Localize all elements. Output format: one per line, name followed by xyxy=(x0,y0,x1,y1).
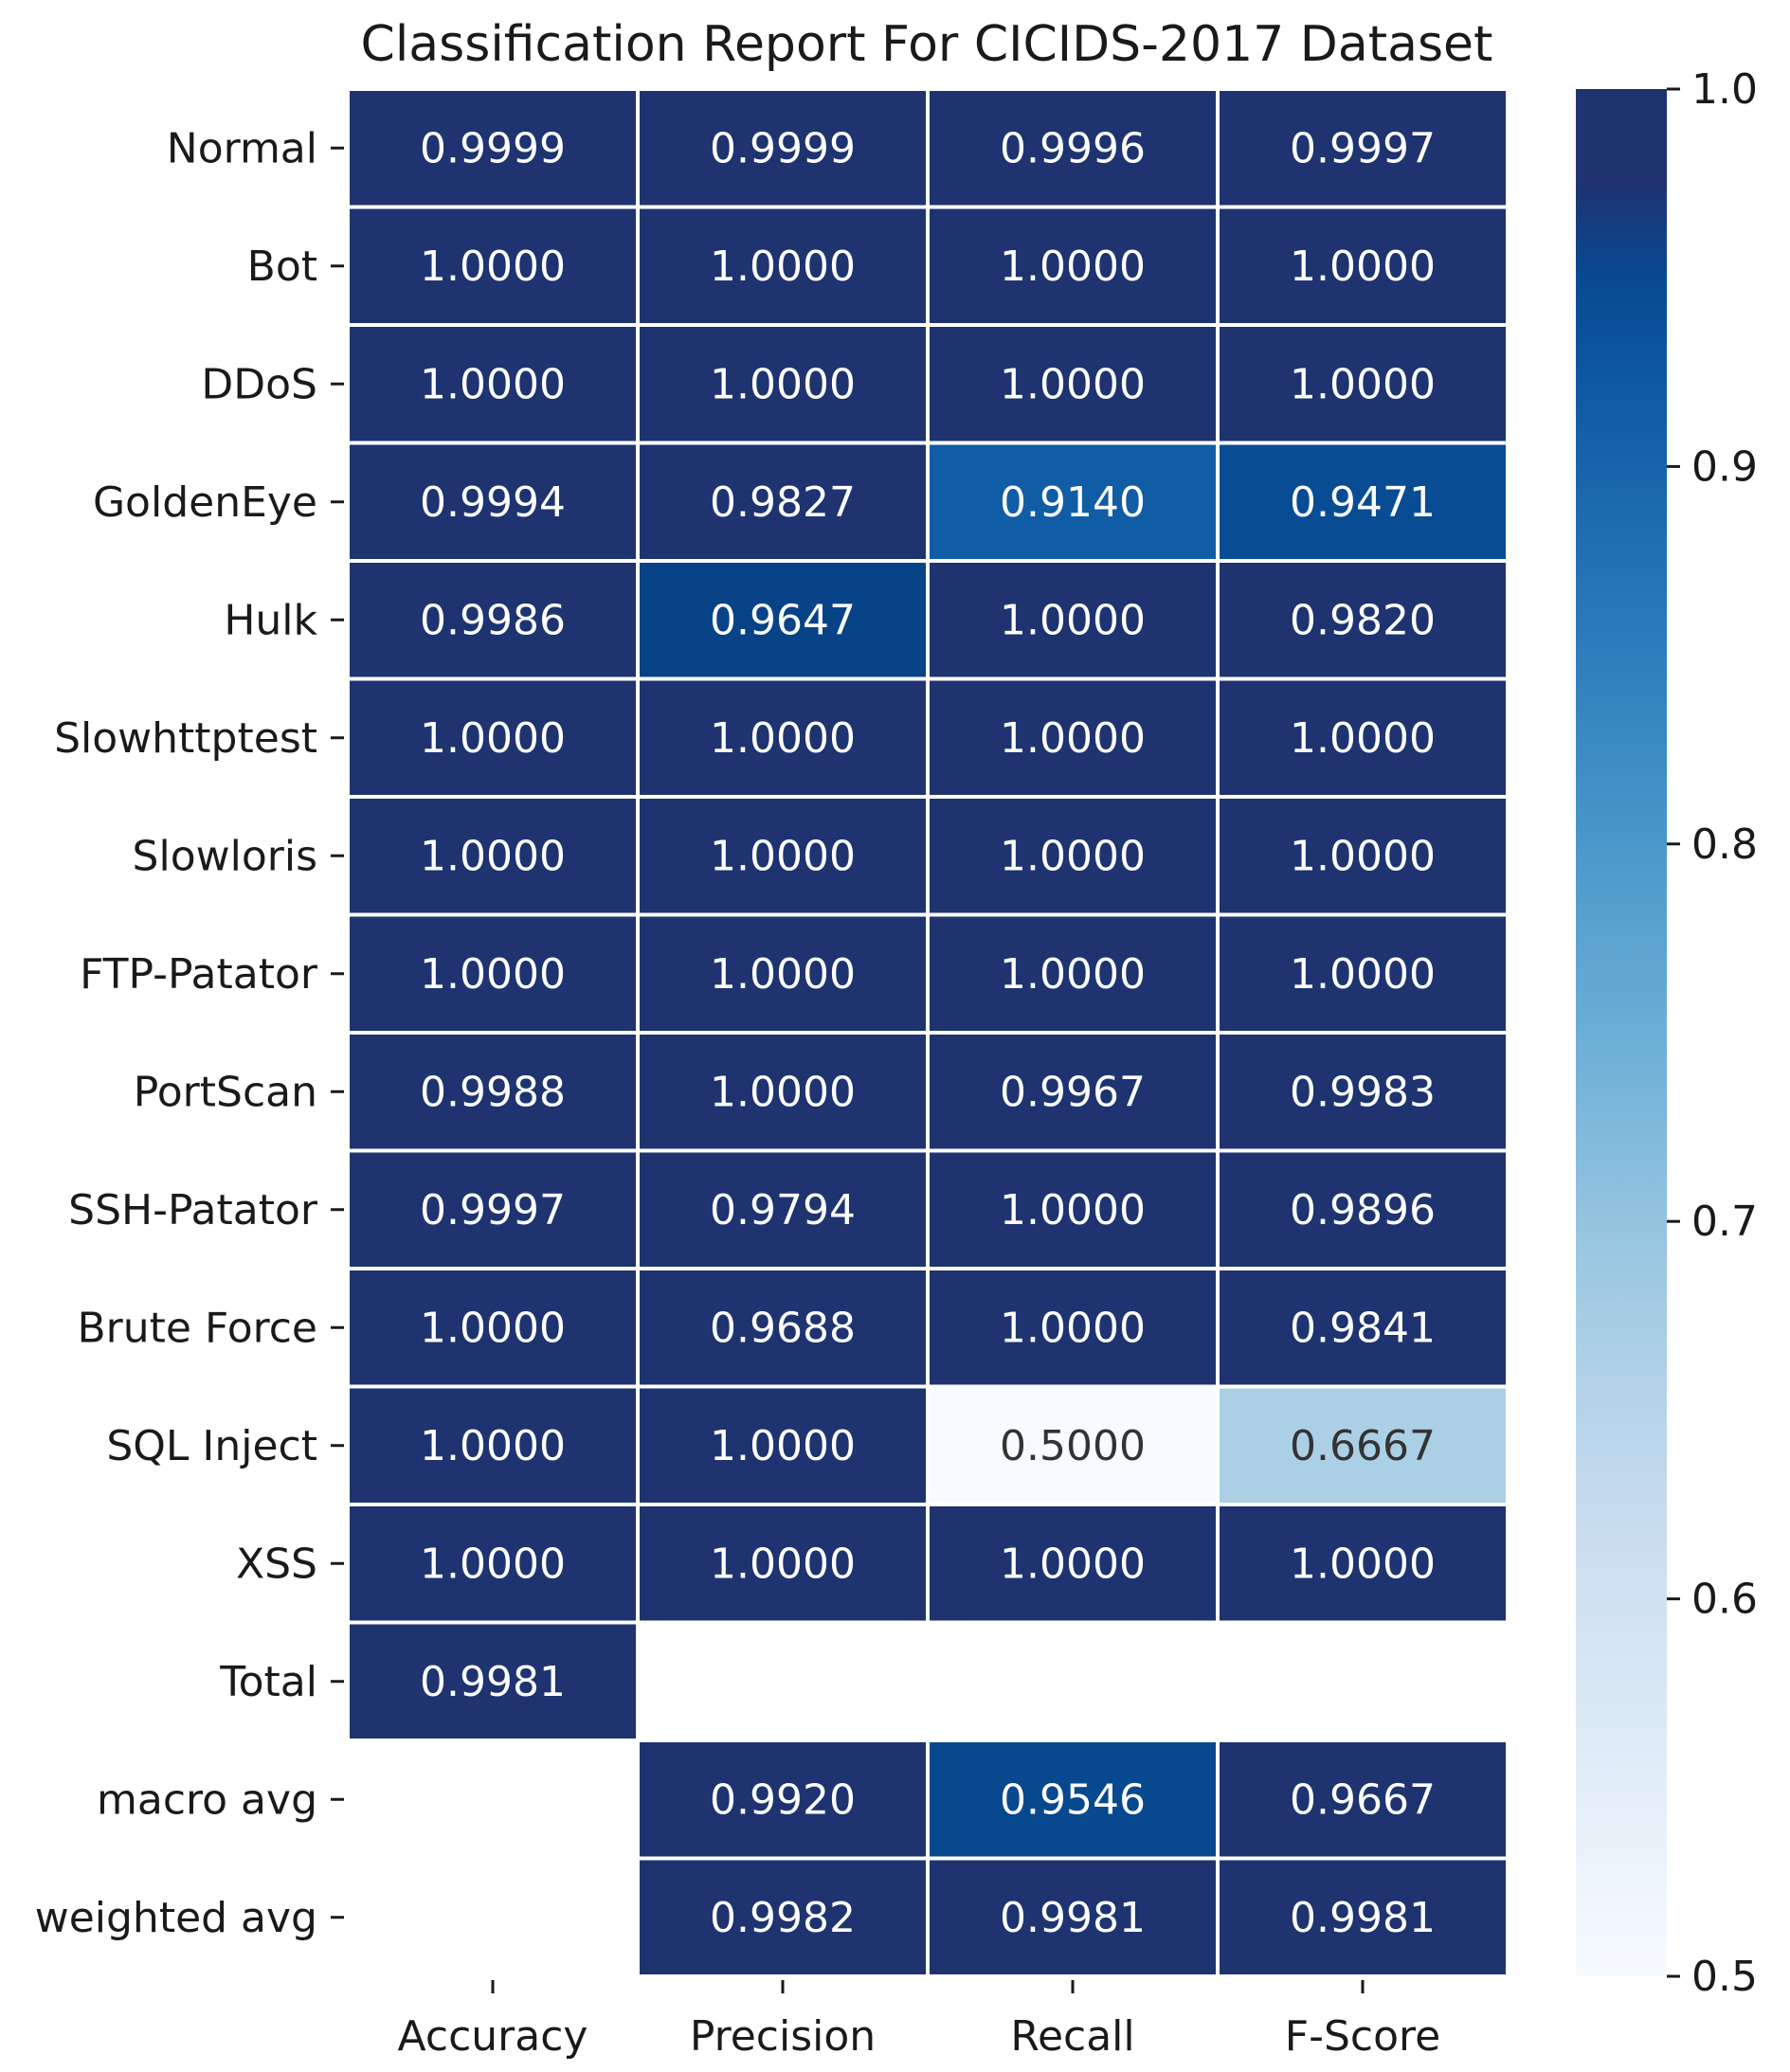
cell-value-slowhttptest-precision: 1.0000 xyxy=(710,713,856,763)
cell-value-ftp-patator-recall: 1.0000 xyxy=(1000,949,1146,999)
cell-value-sql-inject-accuracy: 1.0000 xyxy=(420,1421,566,1470)
cell-value-ssh-patator-recall: 1.0000 xyxy=(1000,1185,1146,1234)
column-labels xyxy=(398,1980,1441,2061)
cell-value-hulk-f-score: 0.9820 xyxy=(1290,596,1436,645)
cell-value-macro-avg-f-score: 0.9667 xyxy=(1290,1775,1436,1825)
heatmap-cells xyxy=(348,89,1508,1976)
row-label-ftp-patator: FTP-Patator xyxy=(80,949,317,999)
cell-value-ddos-precision: 1.0000 xyxy=(710,360,856,409)
cell-value-weighted-avg-recall: 0.9981 xyxy=(1000,1893,1146,1942)
cell-value-portscan-f-score: 0.9983 xyxy=(1290,1068,1436,1117)
cell-value-slowloris-accuracy: 1.0000 xyxy=(420,832,566,881)
colorbar-gradient xyxy=(1576,89,1667,1976)
cell-value-xss-f-score: 1.0000 xyxy=(1290,1540,1436,1589)
colorbar xyxy=(1576,65,1758,2001)
cell-value-slowloris-precision: 1.0000 xyxy=(710,832,856,881)
cell-value-portscan-recall: 0.9967 xyxy=(1000,1068,1146,1117)
cell-value-goldeneye-f-score: 0.9471 xyxy=(1290,477,1436,527)
cell-value-sql-inject-recall: 0.5000 xyxy=(1000,1421,1146,1470)
cell-value-brute-force-precision: 0.9688 xyxy=(710,1304,856,1353)
row-label-bot: Bot xyxy=(246,242,317,291)
colorbar-tick-label-0-9: 0.9 xyxy=(1691,442,1758,492)
cell-value-ssh-patator-accuracy: 0.9997 xyxy=(420,1185,566,1234)
cell-value-brute-force-recall: 1.0000 xyxy=(1000,1304,1146,1353)
cell-value-slowhttptest-accuracy: 1.0000 xyxy=(420,713,566,763)
row-label-total: Total xyxy=(220,1657,317,1706)
row-label-slowloris: Slowloris xyxy=(132,832,317,881)
row-label-normal: Normal xyxy=(166,124,317,173)
chart-title: Classification Report For CICIDS-2017 Dataset xyxy=(360,16,1493,73)
cell-value-ssh-patator-precision: 0.9794 xyxy=(710,1185,856,1234)
cell-value-hulk-recall: 1.0000 xyxy=(1000,596,1146,645)
cell-value-portscan-precision: 1.0000 xyxy=(710,1068,856,1117)
cell-value-bot-f-score: 1.0000 xyxy=(1290,242,1436,291)
cell-value-hulk-precision: 0.9647 xyxy=(710,596,856,645)
cell-value-normal-f-score: 0.9997 xyxy=(1290,124,1436,173)
cell-value-normal-accuracy: 0.9999 xyxy=(420,124,566,173)
cell-value-weighted-avg-precision: 0.9982 xyxy=(710,1893,856,1942)
row-label-xss: XSS xyxy=(235,1540,317,1589)
cell-value-normal-recall: 0.9996 xyxy=(1000,124,1146,173)
row-labels xyxy=(35,124,344,1942)
cell-value-hulk-accuracy: 0.9986 xyxy=(420,596,566,645)
row-label-sql-inject: SQL Inject xyxy=(106,1421,317,1470)
cell-value-slowhttptest-recall: 1.0000 xyxy=(1000,713,1146,763)
cell-value-goldeneye-precision: 0.9827 xyxy=(710,477,856,527)
cell-value-normal-precision: 0.9999 xyxy=(710,124,856,173)
cell-value-brute-force-f-score: 0.9841 xyxy=(1290,1304,1436,1353)
cell-value-ftp-patator-accuracy: 1.0000 xyxy=(420,949,566,999)
col-label-precision: Precision xyxy=(689,2012,877,2061)
col-label-accuracy: Accuracy xyxy=(397,2012,588,2061)
cell-value-slowloris-f-score: 1.0000 xyxy=(1290,832,1436,881)
cell-value-brute-force-accuracy: 1.0000 xyxy=(420,1304,566,1353)
colorbar-tick-label-0-6: 0.6 xyxy=(1691,1575,1758,1624)
cell-value-bot-accuracy: 1.0000 xyxy=(420,242,566,291)
cell-value-weighted-avg-f-score: 0.9981 xyxy=(1290,1893,1436,1942)
col-label-f-score: F-Score xyxy=(1284,2012,1441,2061)
colorbar-tick-label-0-8: 0.8 xyxy=(1691,820,1758,869)
row-label-macro-avg: macro avg xyxy=(97,1775,317,1825)
cell-value-ftp-patator-precision: 1.0000 xyxy=(710,949,856,999)
row-label-brute-force: Brute Force xyxy=(77,1304,317,1353)
row-label-hulk: Hulk xyxy=(224,596,317,645)
cell-value-ddos-f-score: 1.0000 xyxy=(1290,360,1436,409)
colorbar-tick-label-0-5: 0.5 xyxy=(1691,1953,1758,2001)
row-label-portscan: PortScan xyxy=(133,1068,317,1117)
cell-value-total-accuracy: 0.9981 xyxy=(420,1657,566,1706)
cell-value-xss-accuracy: 1.0000 xyxy=(420,1540,566,1589)
row-label-ddos: DDoS xyxy=(201,360,317,409)
row-label-goldeneye: GoldenEye xyxy=(92,477,317,527)
cell-value-ddos-accuracy: 1.0000 xyxy=(420,360,566,409)
cell-value-ssh-patator-f-score: 0.9896 xyxy=(1290,1185,1436,1234)
cell-value-macro-avg-recall: 0.9546 xyxy=(1000,1775,1146,1825)
cell-value-slowloris-recall: 1.0000 xyxy=(1000,832,1146,881)
cell-value-sql-inject-f-score: 0.6667 xyxy=(1290,1421,1436,1470)
cell-value-ddos-recall: 1.0000 xyxy=(1000,360,1146,409)
cell-value-goldeneye-accuracy: 0.9994 xyxy=(420,477,566,527)
cell-value-bot-precision: 1.0000 xyxy=(710,242,856,291)
cell-value-xss-precision: 1.0000 xyxy=(710,1540,856,1589)
cell-value-goldeneye-recall: 0.9140 xyxy=(1000,477,1146,527)
cell-value-ftp-patator-f-score: 1.0000 xyxy=(1290,949,1436,999)
colorbar-tick-label-1-0: 1.0 xyxy=(1691,65,1758,114)
colorbar-tick-label-0-7: 0.7 xyxy=(1691,1198,1758,1247)
row-label-weighted-avg: weighted avg xyxy=(34,1893,317,1942)
col-label-recall: Recall xyxy=(1010,2012,1135,2061)
cell-value-xss-recall: 1.0000 xyxy=(1000,1540,1146,1589)
row-label-ssh-patator: SSH-Patator xyxy=(68,1185,317,1234)
cell-value-bot-recall: 1.0000 xyxy=(1000,242,1146,291)
cell-value-portscan-accuracy: 0.9988 xyxy=(420,1068,566,1117)
cell-value-sql-inject-precision: 1.0000 xyxy=(710,1421,856,1470)
row-label-slowhttptest: Slowhttptest xyxy=(54,713,317,763)
cell-value-slowhttptest-f-score: 1.0000 xyxy=(1290,713,1436,763)
cell-value-macro-avg-precision: 0.9920 xyxy=(710,1775,856,1825)
